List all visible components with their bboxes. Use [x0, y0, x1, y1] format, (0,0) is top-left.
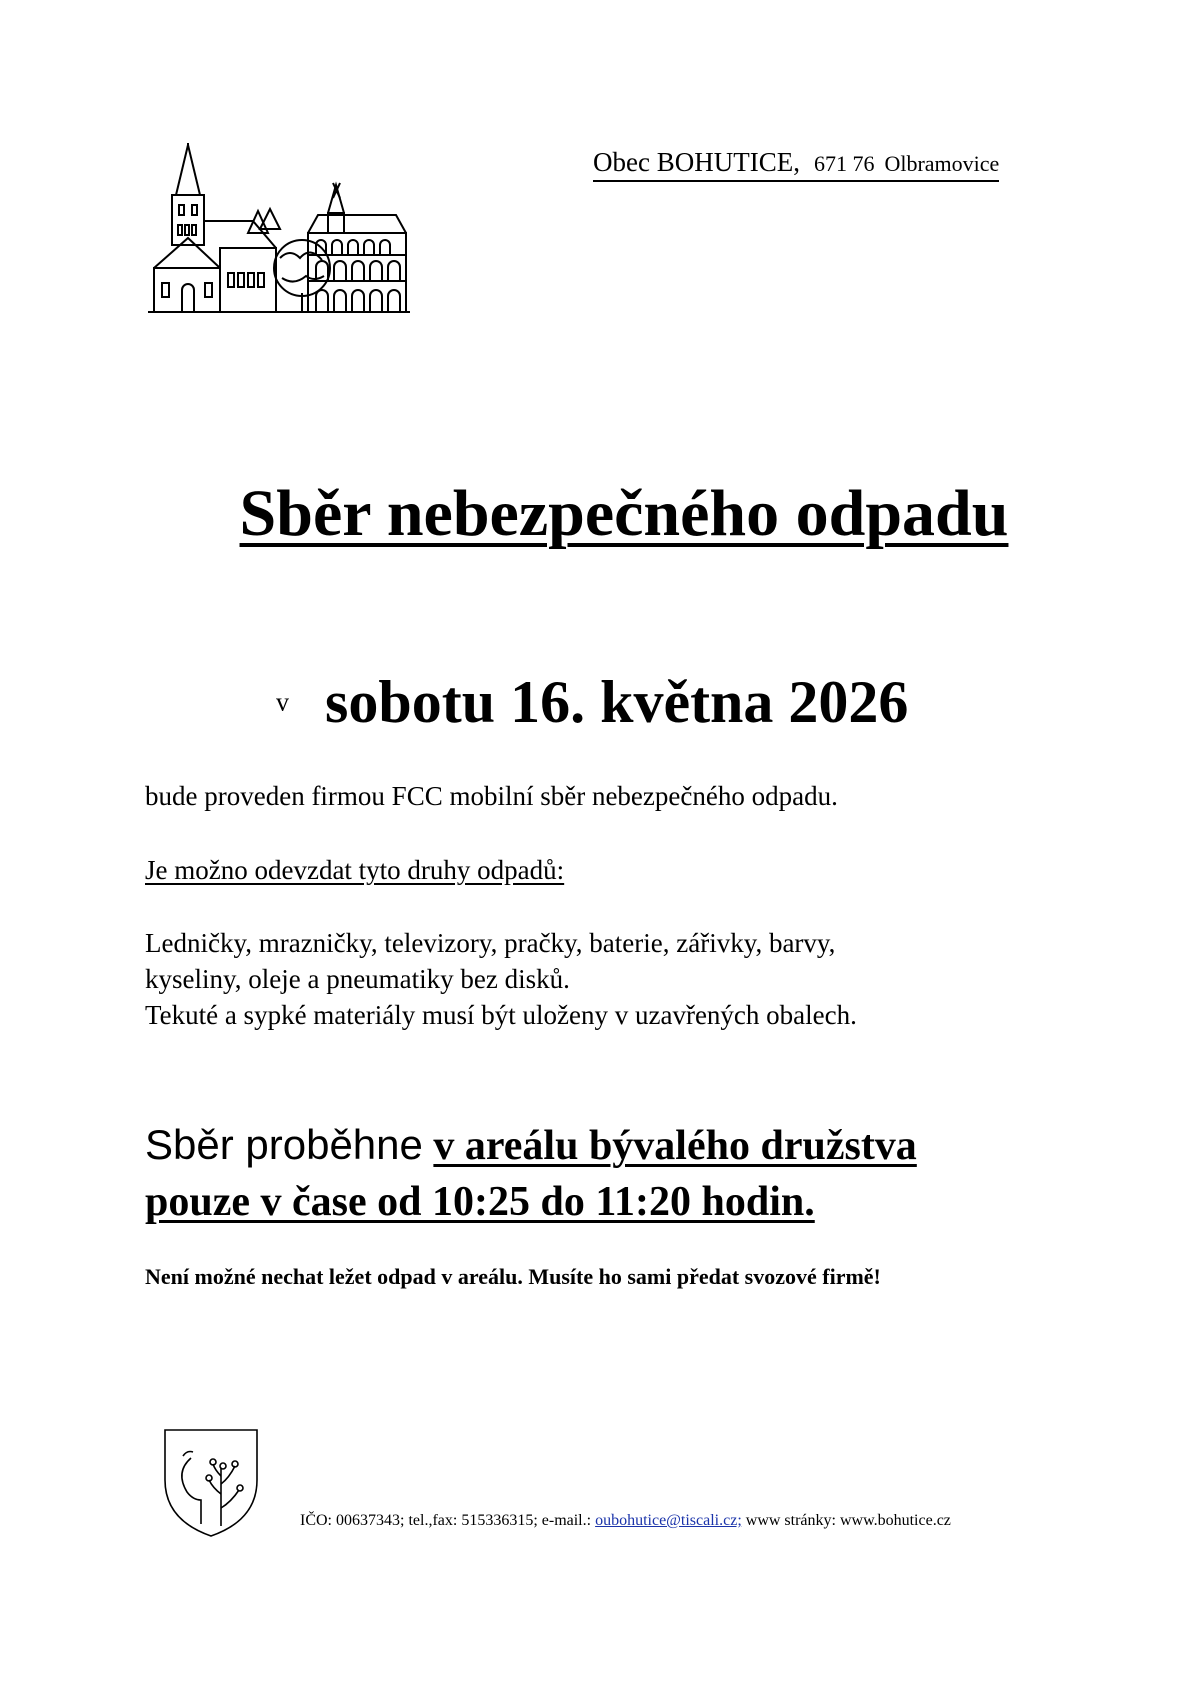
collection-intro: Sběr proběhne	[145, 1121, 423, 1168]
footer-email-link[interactable]: oubohutice@tiscali.cz;	[595, 1512, 742, 1529]
title-text: Sběr nebezpečného odpadu	[239, 477, 1009, 550]
waste-types-heading: Je možno odevzdat tyto druhy odpadů:	[145, 855, 565, 885]
collection-info	[145, 1117, 917, 1230]
waste-types-line: Ledničky, mrazničky, televizory, pračky, baterie, zářivky, barvy,	[145, 928, 836, 958]
footer-web: www stránky: www.bohutice.cz	[745, 1512, 951, 1529]
date-prefix: v	[276, 687, 289, 717]
waste-types-line: kyseliny, oleje a pneumatiky bez disků.	[145, 964, 570, 994]
address-name: Obec BOHUTICE,	[593, 147, 800, 177]
warning-text: Není možné nechat ležet odpad v areálu. Musíte ho sami předat svozové firmě!	[145, 1264, 881, 1289]
intro-text: bude proveden firmou FCC mobilní sběr nebezpečného odpadu.	[145, 781, 838, 811]
collection-time: pouze v čase od 10:25 do 11:20 hodin.	[145, 1179, 815, 1225]
city-name: Olbramovice	[884, 151, 1000, 176]
page-title	[0, 476, 1200, 552]
event-date	[276, 668, 908, 737]
waste-types-line: Tekuté a sypké materiály musí být uloženy v uzavřených obalech.	[145, 1000, 857, 1030]
village-logo-icon	[148, 143, 420, 313]
waste-types-list	[145, 925, 857, 1033]
footer-ico: IČO: 00637343; tel.,fax: 515336315; e-mail.:	[300, 1512, 592, 1529]
postal-code: 671 76	[813, 151, 875, 176]
coat-of-arms-icon	[163, 1428, 259, 1538]
footer-contact	[300, 1512, 951, 1530]
municipality-address	[593, 146, 999, 182]
date-text: sobotu 16. května 2026	[325, 669, 909, 735]
collection-location: v areálu bývalého družstva	[433, 1123, 917, 1169]
